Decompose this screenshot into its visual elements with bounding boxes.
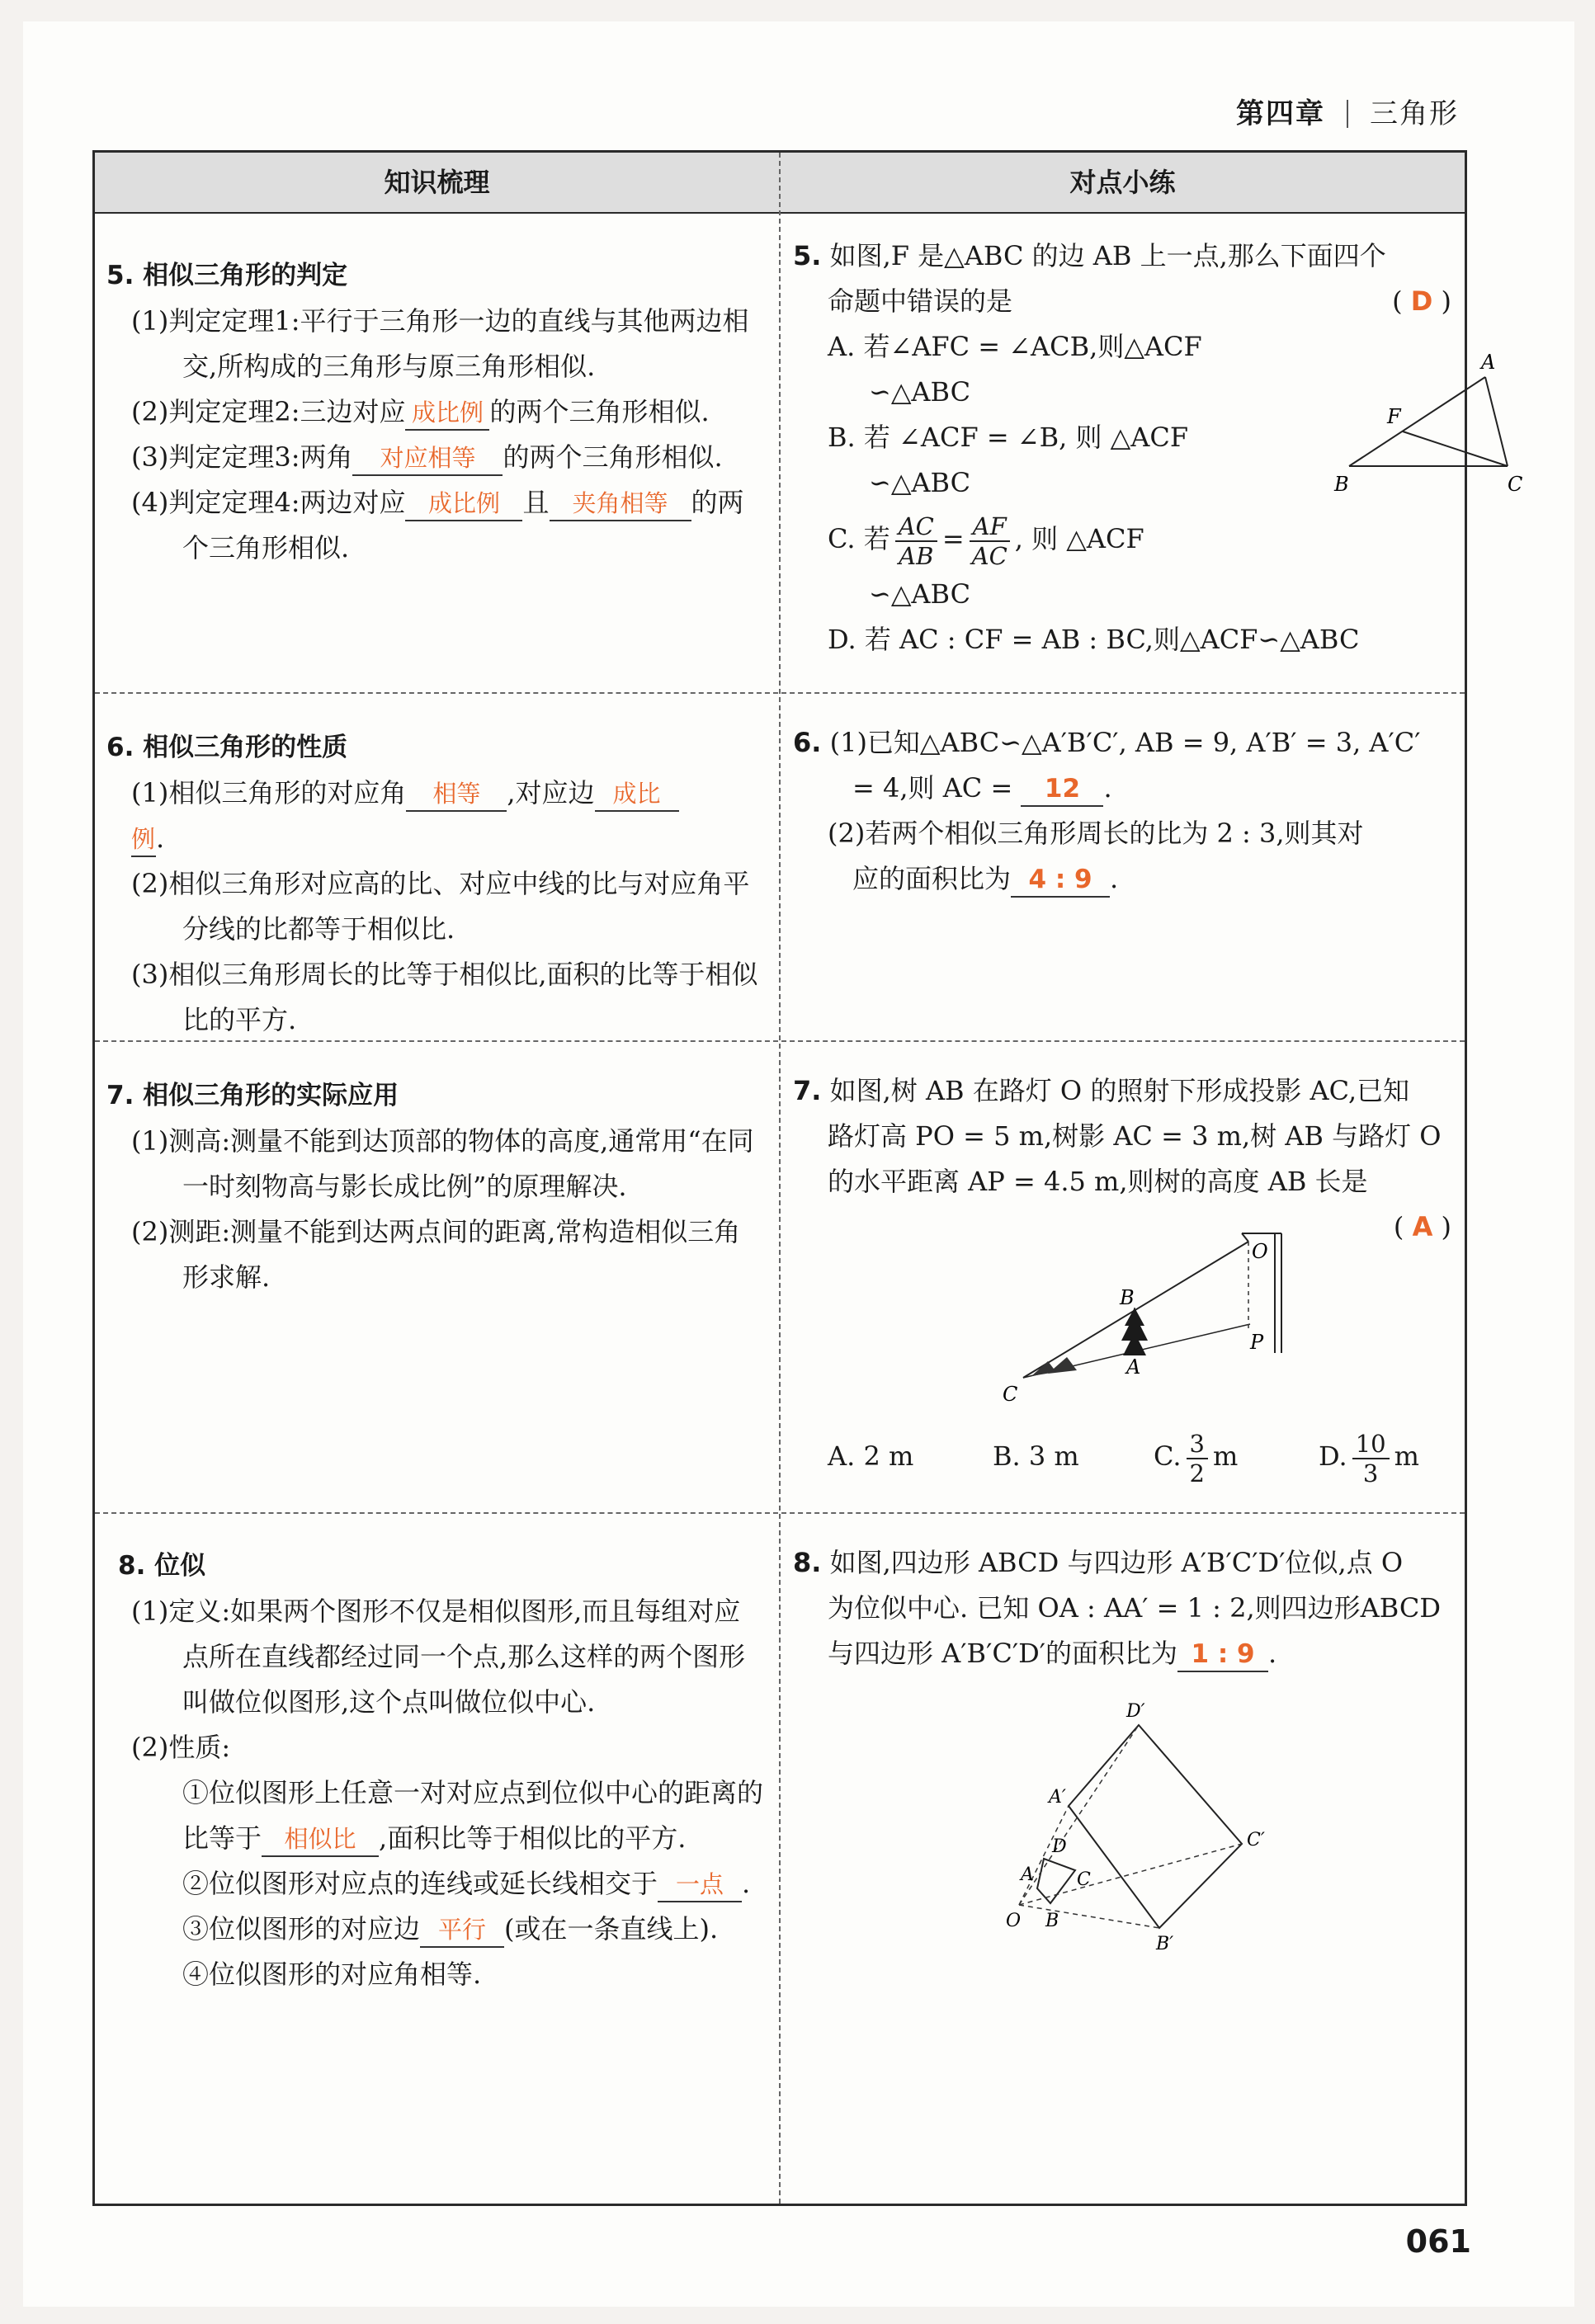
fill-answer: 1 : 9 [1177, 1638, 1268, 1672]
text: . [1268, 1638, 1277, 1669]
property-3: (3)相似三角形周长的比等于相似比,面积的比等于相似比的平方. [131, 959, 758, 1035]
denominator: 3 [1362, 1459, 1379, 1487]
property-item-4: ④位似图形的对应角相等. [182, 1959, 482, 1990]
answer-letter: A [1412, 1211, 1433, 1242]
q7-line2: 路灯高 PO = 5 m,树影 AC = 3 m,树 AB 与路灯 O [828, 1120, 1442, 1152]
text: (3)判定定理3:两角 [131, 441, 353, 473]
homothety-properties: (2)性质: [131, 1732, 231, 1763]
option-c [793, 506, 1461, 572]
fill-answer: 一点 [658, 1868, 742, 1902]
section-title: 5. 相似三角形的判定 [106, 261, 348, 290]
paren: ) [1441, 1211, 1451, 1242]
knowledge-section-5 [106, 253, 767, 571]
denominator: 2 [1189, 1459, 1205, 1487]
quad-a2b2c2d2 [1069, 1725, 1242, 1928]
fill-answer: 相似比 [262, 1822, 379, 1857]
fill-answer: 成比例 [405, 487, 522, 521]
text: 的两个三角形相似. [489, 396, 710, 427]
chapter-title: 三角形 [1370, 97, 1459, 130]
label-C: C [1003, 1383, 1018, 1406]
text: ∽△ABC [869, 467, 971, 498]
label-D2: D′ [1126, 1701, 1145, 1722]
label-P: P [1250, 1331, 1264, 1354]
numerator: 3 [1187, 1430, 1208, 1459]
text: C. 若 [828, 523, 890, 554]
label-C2: C′ [1247, 1830, 1265, 1850]
q8-line1 [793, 1540, 1461, 1586]
denominator: AC [971, 541, 1007, 570]
label-C: C [1077, 1869, 1091, 1890]
option-d: D. 若 AC : CF = AB : BC,则△ACF∽△ABC [828, 624, 1360, 655]
property-item-3 [131, 1907, 767, 1952]
theorem-4 [131, 480, 767, 571]
text: (1)已知△ABC∽△A′B′C′, AB = 9, A′B′ = 3, A′C′ [829, 727, 1421, 758]
fraction [1187, 1430, 1208, 1487]
label-B2: B′ [1156, 1934, 1174, 1954]
text: ,面积比等于相似比的平方. [379, 1822, 687, 1854]
text: 命题中错误的是 [828, 285, 1013, 317]
text: . [156, 823, 165, 854]
text: ②位似图形对应点的连线或延长线相交于 [182, 1868, 658, 1899]
paren: ( [1393, 1211, 1404, 1242]
fill-answer: 成比 [595, 777, 679, 812]
question-number: 6. [793, 727, 822, 758]
fill-answer: 平行 [420, 1913, 504, 1948]
text: = [941, 523, 965, 554]
row-divider [95, 1512, 1465, 1514]
q6-part1-cont [793, 766, 1461, 811]
text: ①位似图形上任意一对对应点到位似中心的距离的比等于 [182, 1777, 764, 1854]
text: A. 若∠AFC = ∠ACB,则△ACF [828, 331, 1202, 362]
text: 的两个三角形相似. [503, 441, 723, 473]
theorem-3 [131, 435, 767, 480]
text: (2)判定定理2:三边对应 [131, 396, 406, 427]
text: 与四边形 A′B′C′D′的面积比为 [828, 1638, 1178, 1669]
label-A: A [1126, 1355, 1141, 1379]
fill-answer: 成比例 [405, 396, 489, 431]
practice-question-6 [793, 720, 1461, 902]
q8-line2: 为位似中心. 已知 OA : AA′ = 1 : 2,则四边形ABCD [828, 1592, 1442, 1624]
question-number: 7. [793, 1075, 822, 1106]
text: . [1110, 863, 1119, 894]
text: (4)判定定理4:两边对应 [131, 487, 406, 518]
text: m [1212, 1440, 1239, 1472]
knowledge-section-8 [106, 1544, 767, 1997]
text: (或在一条直线上). [504, 1913, 719, 1945]
label-D: D [1052, 1836, 1067, 1857]
text: . [1103, 772, 1112, 804]
fill-answer: 对应相等 [352, 441, 503, 476]
text: , 则 △ACF [1014, 523, 1144, 554]
knowledge-section-7 [106, 1073, 767, 1300]
label-O: O [1252, 1240, 1268, 1263]
label-F: F [1387, 405, 1401, 428]
property-item-1 [131, 1770, 767, 1861]
option-d [1319, 1423, 1419, 1489]
streetlight-figure-q7 [970, 1225, 1349, 1423]
numerator: 10 [1352, 1430, 1390, 1459]
question-number: 8. [793, 1547, 822, 1578]
shadow-trees-icon [1031, 1361, 1056, 1376]
property-1-cont [131, 816, 767, 861]
fill-answer: 4 : 9 [1011, 863, 1110, 898]
fill-answer: 例 [131, 823, 156, 857]
section-title: 7. 相似三角形的实际应用 [106, 1081, 399, 1110]
paren: ) [1441, 285, 1451, 317]
option-a: A. 2 m [828, 1440, 914, 1472]
edge-ac [1485, 377, 1508, 466]
q6-part2-cont [793, 856, 1461, 902]
text: ③位似图形的对应边 [182, 1913, 421, 1945]
label-B: B [1334, 473, 1349, 496]
question-stem-2 [793, 279, 1461, 324]
property-2: (2)相似三角形对应高的比、对应中线的比与对应角平分线的比都等于相似比. [131, 868, 750, 945]
text: 且 [522, 487, 550, 518]
review-table [92, 150, 1523, 2206]
label-A2: A′ [1049, 1787, 1066, 1808]
text: 如图,树 AB 在路灯 O 的照射下形成投影 AC,已知 [829, 1075, 1410, 1106]
option-b: B. 3 m [993, 1440, 1079, 1472]
label-B: B [1120, 1286, 1135, 1309]
section-title: 8. 位似 [118, 1551, 206, 1581]
column-header-practice: 对点小练 [1069, 167, 1176, 198]
column-header-knowledge: 知识梳理 [384, 167, 490, 198]
answer-letter: D [1410, 285, 1433, 317]
text: ,对应边 [507, 777, 595, 808]
fraction [1352, 1430, 1390, 1487]
practice-question-7 [793, 1068, 1461, 1250]
text: C. [1154, 1440, 1182, 1472]
page-number: 061 [1405, 2223, 1471, 2260]
lamp-head [1242, 1233, 1248, 1242]
row-divider [95, 692, 1465, 694]
question-number: 5. [793, 240, 822, 271]
header-separator [1347, 100, 1348, 128]
tree-icon [1121, 1308, 1148, 1355]
denominator: AB [899, 541, 934, 570]
column-divider [779, 153, 781, 2204]
option-c [1154, 1423, 1319, 1489]
homothety-figure-q8 [970, 1687, 1349, 2067]
fill-answer: 12 [1021, 772, 1103, 807]
q7-options [793, 1423, 1470, 1489]
numerator: AC [895, 512, 937, 542]
text: (1)相似三角形的对应角 [131, 777, 407, 808]
question-stem [793, 233, 1461, 279]
fill-answer: 相等 [406, 777, 507, 812]
text: 的两个三角形相似. [182, 487, 744, 563]
text: ∽△ABC [869, 376, 971, 408]
paren: ( [1392, 285, 1403, 317]
label-A: A [1481, 351, 1496, 374]
theorem-2 [131, 389, 767, 435]
text: D. [1319, 1440, 1347, 1472]
text: 如图,四边形 ABCD 与四边形 A′B′C′D′位似,点 O [829, 1547, 1404, 1578]
label-O: O [1006, 1911, 1022, 1931]
q8-line3 [793, 1631, 1461, 1676]
text: B. 若 ∠ACF = ∠B, 则 △ACF [828, 422, 1189, 453]
text: 如图,F 是△ABC 的边 AB 上一点,那么下面四个 [829, 240, 1386, 271]
label-B: B [1045, 1911, 1059, 1931]
property-item-2 [131, 1861, 767, 1907]
text: m [1394, 1440, 1419, 1472]
fraction [895, 512, 937, 570]
chapter-label: 第四章 [1236, 97, 1325, 130]
segment-fc [1403, 431, 1508, 466]
text: = 4,则 AC = [852, 772, 1013, 804]
option-c-line2: ∽△ABC [869, 578, 971, 610]
practice-question-8 [793, 1540, 1461, 1676]
quad-abcd [1037, 1859, 1075, 1903]
application-2: (2)测距:测量不能到达两点间的距离,常构造相似三角形求解. [131, 1216, 741, 1293]
application-1: (1)测高:测量不能到达顶部的物体的高度,通常用“在同一时刻物高与影长成比例”的原理解决. [131, 1125, 754, 1202]
q7-line3: 的水平距离 AP = 4.5 m,则树的高度 AB 长是 [828, 1166, 1368, 1197]
text: 应的面积比为 [852, 863, 1012, 894]
fill-answer: 夹角相等 [550, 487, 691, 521]
answer-choice [1392, 279, 1451, 324]
theorem-1: (1)判定定理1:平行于三角形一边的直线与其他两边相交,所构成的三角形与原三角形相似. [131, 305, 749, 382]
q6-part1 [793, 720, 1461, 766]
homothety-definition: (1)定义:如果两个图形不仅是相似图形,而且每组对应点所在直线都经过同一个点,那么这样的两个图形叫做位似图形,这个点叫做位似中心. [131, 1596, 746, 1718]
knowledge-section-6 [106, 725, 767, 1043]
section-title: 6. 相似三角形的性质 [106, 733, 348, 762]
q7-line1 [793, 1068, 1461, 1114]
numerator: AF [970, 512, 1010, 542]
label-A: A [1021, 1864, 1034, 1885]
property-1 [131, 771, 767, 816]
ray-ob [1019, 1905, 1159, 1928]
label-C: C [1508, 473, 1523, 496]
fraction [970, 512, 1010, 570]
q6-part2: (2)若两个相似三角形周长的比为 2 : 3,则其对 [828, 818, 1364, 849]
text: . [742, 1868, 751, 1899]
page-header [1236, 91, 1459, 131]
triangle-figure-q5 [1324, 342, 1539, 499]
